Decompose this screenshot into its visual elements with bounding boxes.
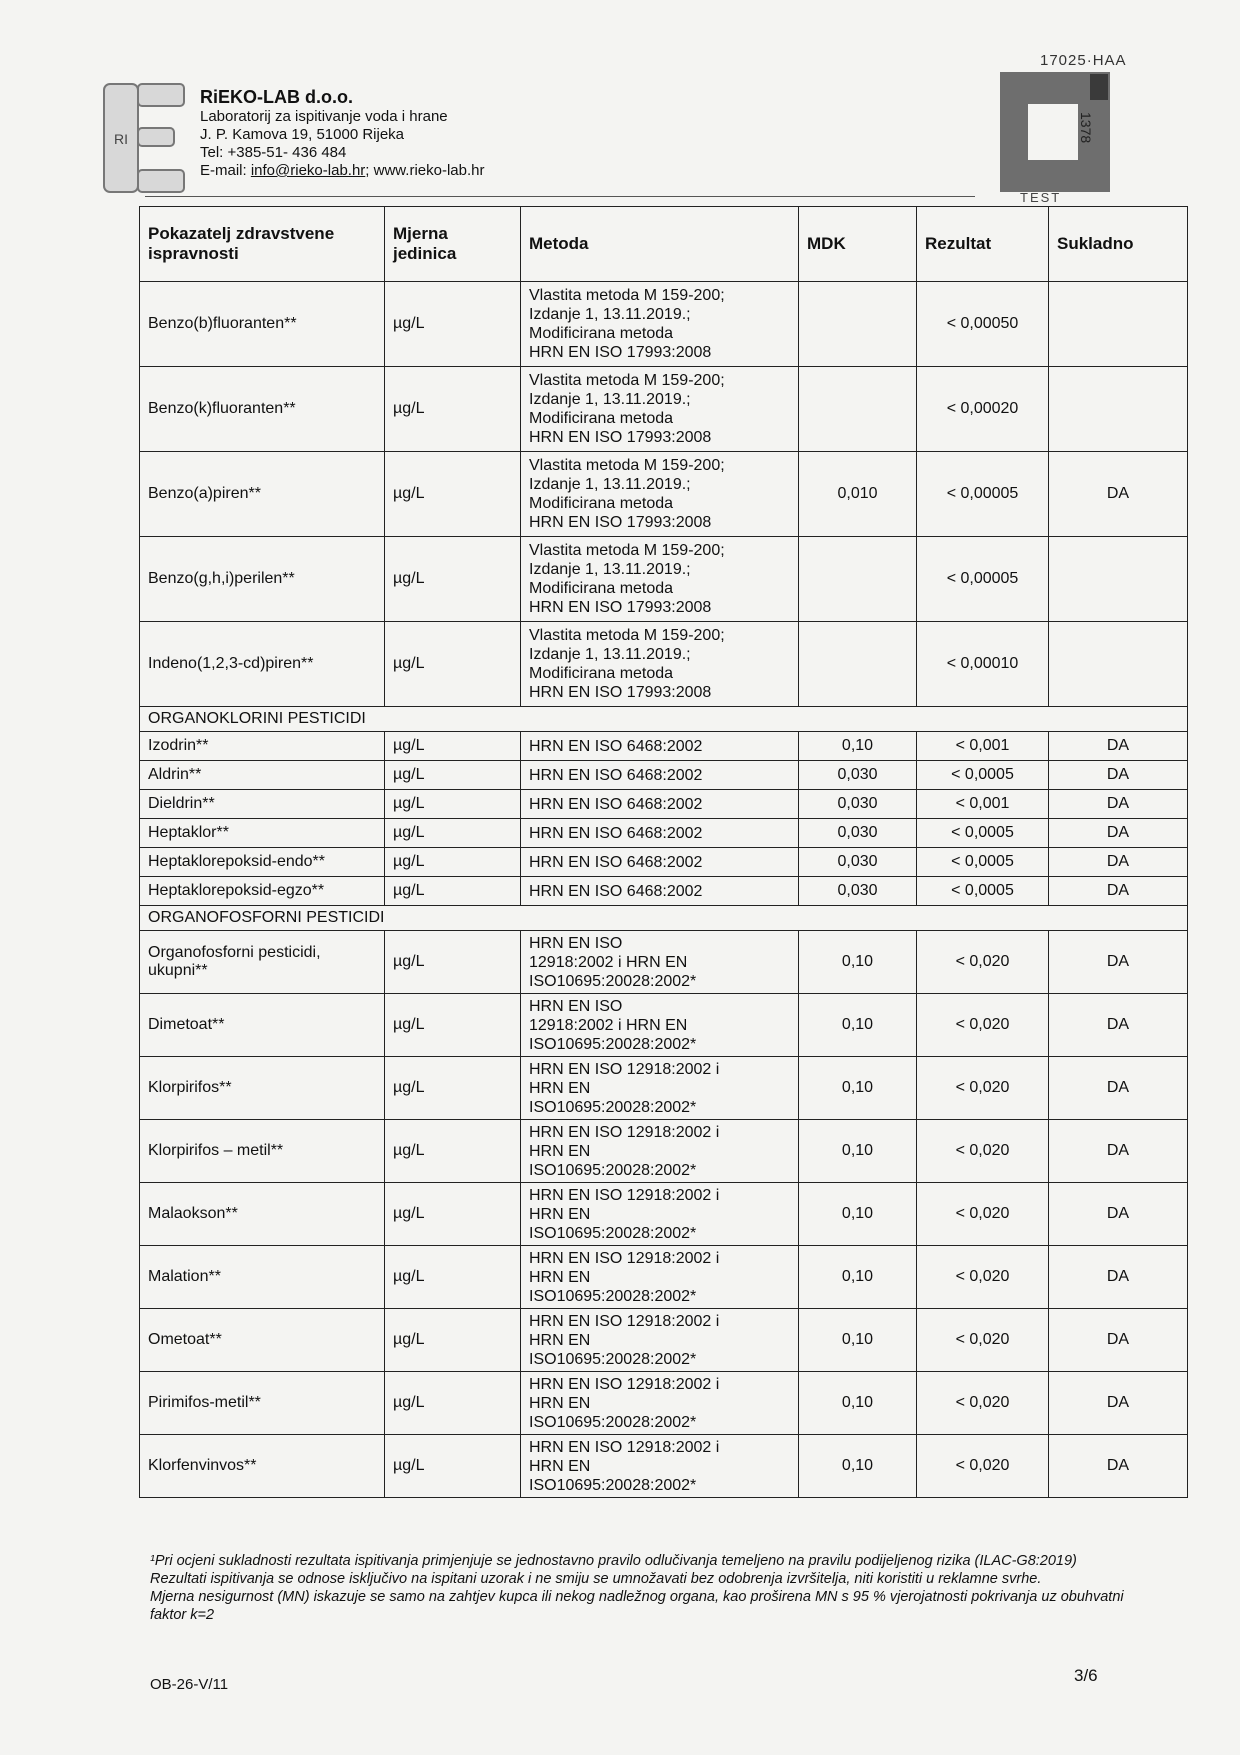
result-cell: < 0,001 xyxy=(917,790,1049,819)
result-cell: < 0,0005 xyxy=(917,761,1049,790)
result-cell: < 0,0005 xyxy=(917,848,1049,877)
method-line: HRN EN ISO 17993:2008 xyxy=(529,514,712,531)
result-cell: < 0,020 xyxy=(917,994,1049,1057)
method-line: HRN EN ISO 17993:2008 xyxy=(529,429,712,446)
compliant-cell: DA xyxy=(1049,1183,1188,1246)
method-line: HRN EN xyxy=(529,1394,591,1412)
method-line: Vlastita metoda M 159-200; xyxy=(529,457,725,474)
table-row xyxy=(140,1309,1188,1372)
mdk-cell: 0,030 xyxy=(799,819,917,848)
method-line: Izdanje 1, 13.11.2019.; xyxy=(529,561,691,578)
method-line: ISO10695:20028:2002* xyxy=(529,972,697,990)
method-line: ISO10695:20028:2002* xyxy=(529,1287,697,1305)
mdk-cell: 0,10 xyxy=(799,1246,917,1309)
method-cell xyxy=(521,1120,799,1183)
col-header-indicator: Pokazatelj zdravstvene ispravnosti xyxy=(140,207,385,282)
method-cell xyxy=(521,367,799,452)
mdk-cell xyxy=(799,367,917,452)
method-line: HRN EN xyxy=(529,1268,591,1286)
method-line: HRN EN ISO xyxy=(529,934,623,952)
method-cell xyxy=(521,1372,799,1435)
unit-cell: µg/L xyxy=(385,1057,521,1120)
method-line: HRN EN ISO 12918:2002 i xyxy=(529,1375,720,1393)
indicator-cell: Indeno(1,2,3-cd)piren** xyxy=(140,622,385,707)
method-cell: HRN EN ISO 6468:2002 xyxy=(521,732,799,761)
method-line: HRN EN xyxy=(529,1205,591,1223)
result-cell: < 0,00005 xyxy=(917,537,1049,622)
unit-cell: µg/L xyxy=(385,1246,521,1309)
mdk-cell xyxy=(799,537,917,622)
method-line: Vlastita metoda M 159-200; xyxy=(529,542,725,559)
method-line: 12918:2002 i HRN EN xyxy=(529,1016,688,1034)
method-cell xyxy=(521,452,799,537)
mdk-cell: 0,030 xyxy=(799,848,917,877)
company-logo xyxy=(100,78,188,198)
indicator-cell: Benzo(g,h,i)perilen** xyxy=(140,537,385,622)
result-cell: < 0,020 xyxy=(917,1057,1049,1120)
header-divider xyxy=(145,196,975,197)
section-row-organophosphorus xyxy=(140,906,1188,931)
col-header-compliant: Sukladno xyxy=(1049,207,1188,282)
unit-cell: µg/L xyxy=(385,732,521,761)
unit-cell: µg/L xyxy=(385,790,521,819)
compliant-cell: DA xyxy=(1049,1309,1188,1372)
accreditation-test-label: TEST xyxy=(1020,190,1062,205)
form-code: OB-26-V/11 xyxy=(150,1676,229,1693)
compliant-cell xyxy=(1049,367,1188,452)
table-row xyxy=(140,931,1188,994)
results-table xyxy=(139,206,1188,1498)
method-line: HRN EN ISO 12918:2002 i xyxy=(529,1060,720,1078)
compliant-cell xyxy=(1049,537,1188,622)
indicator-cell: Dieldrin** xyxy=(140,790,385,819)
method-cell xyxy=(521,1057,799,1120)
method-line: ISO10695:20028:2002* xyxy=(529,1161,697,1179)
compliant-cell: DA xyxy=(1049,1435,1188,1498)
indicator-cell: Ometoat** xyxy=(140,1309,385,1372)
indicator-cell: Aldrin** xyxy=(140,761,385,790)
mdk-cell: 0,10 xyxy=(799,1435,917,1498)
company-desc: Laboratorij za ispitivanje voda i hrane xyxy=(200,108,448,125)
page-number: 3/6 xyxy=(1074,1666,1098,1685)
company-info xyxy=(200,86,485,180)
method-cell xyxy=(521,1183,799,1246)
mdk-cell: 0,030 xyxy=(799,877,917,906)
method-cell xyxy=(521,622,799,707)
unit-cell: µg/L xyxy=(385,1183,521,1246)
table-row xyxy=(140,622,1188,707)
unit-cell: µg/L xyxy=(385,1435,521,1498)
method-cell: HRN EN ISO 6468:2002 xyxy=(521,877,799,906)
indicator-cell: Dimetoat** xyxy=(140,994,385,1057)
section-title: ORGANOFOSFORNI PESTICIDI xyxy=(140,906,1188,931)
email-link[interactable]: info@rieko-lab.hr xyxy=(250,162,366,179)
indicator-cell: Heptaklor** xyxy=(140,819,385,848)
compliant-cell: DA xyxy=(1049,877,1188,906)
unit-cell: µg/L xyxy=(385,994,521,1057)
method-line: ISO10695:20028:2002* xyxy=(529,1413,697,1431)
company-name: RiEKO-LAB d.o.o. xyxy=(200,87,353,107)
method-cell xyxy=(521,282,799,367)
compliant-cell: DA xyxy=(1049,931,1188,994)
mdk-cell: 0,10 xyxy=(799,1120,917,1183)
indicator-cell: Klorfenvinvos** xyxy=(140,1435,385,1498)
unit-cell: µg/L xyxy=(385,1309,521,1372)
table-row xyxy=(140,819,1188,848)
table-row xyxy=(140,761,1188,790)
indicator-cell: Pirimifos-metil** xyxy=(140,1372,385,1435)
result-cell: < 0,001 xyxy=(917,732,1049,761)
method-cell: HRN EN ISO 6468:2002 xyxy=(521,848,799,877)
compliant-cell: DA xyxy=(1049,1372,1188,1435)
result-cell: < 0,0005 xyxy=(917,819,1049,848)
method-line: Modificirana metoda xyxy=(529,325,674,342)
table-row xyxy=(140,1246,1188,1309)
mdk-cell xyxy=(799,282,917,367)
unit-cell: µg/L xyxy=(385,761,521,790)
unit-cell: µg/L xyxy=(385,537,521,622)
unit-cell: µg/L xyxy=(385,931,521,994)
method-line: ISO10695:20028:2002* xyxy=(529,1098,697,1116)
method-line: Vlastita metoda M 159-200; xyxy=(529,287,725,304)
mdk-cell: 0,030 xyxy=(799,761,917,790)
result-cell: < 0,00010 xyxy=(917,622,1049,707)
method-line: ISO10695:20028:2002* xyxy=(529,1476,697,1494)
mdk-cell: 0,10 xyxy=(799,1057,917,1120)
method-line: Modificirana metoda xyxy=(529,495,674,512)
footnote-decision-rule: ¹Pri ocjeni sukladnosti rezultata ispitivanja primjenjuje se jednostavno pravilo odlučivanja temeljeno na pravilu podijeljenog rizika (ILAC-G8:2019) xyxy=(150,1553,1077,1569)
unit-cell: µg/L xyxy=(385,452,521,537)
method-cell xyxy=(521,994,799,1057)
method-cell: HRN EN ISO 6468:2002 xyxy=(521,761,799,790)
mdk-cell: 0,030 xyxy=(799,790,917,819)
company-contact xyxy=(200,162,485,180)
method-cell xyxy=(521,537,799,622)
method-line: Modificirana metoda xyxy=(529,410,674,427)
compliant-cell xyxy=(1049,622,1188,707)
indicator-cell: Benzo(k)fluoranten** xyxy=(140,367,385,452)
result-cell: < 0,020 xyxy=(917,931,1049,994)
compliant-cell: DA xyxy=(1049,761,1188,790)
indicator-cell: Organofosforni pesticidi, ukupni** xyxy=(140,931,385,994)
result-cell: < 0,020 xyxy=(917,1246,1049,1309)
method-cell xyxy=(521,1309,799,1372)
method-line: HRN EN ISO 12918:2002 i xyxy=(529,1186,720,1204)
method-line: HRN EN ISO 12918:2002 i xyxy=(529,1123,720,1141)
method-line: Modificirana metoda xyxy=(529,580,674,597)
indicator-cell: Malation** xyxy=(140,1246,385,1309)
unit-cell: µg/L xyxy=(385,622,521,707)
col-header-result: Rezultat xyxy=(917,207,1049,282)
mdk-cell: 0,10 xyxy=(799,732,917,761)
method-line: Izdanje 1, 13.11.2019.; xyxy=(529,476,691,493)
company-phone: Tel: +385-51- 436 484 xyxy=(200,144,347,161)
footnote-uncertainty: Mjerna nesigurnost (MN) iskazuje se samo na zahtjev kupca ili nekog nadležnog organa, kao proširena MN s 95 % vjerojatnosti pokrivanja uz obuhvatni faktor k=2 xyxy=(150,1589,1124,1623)
method-cell xyxy=(521,1435,799,1498)
col-header-method: Metoda xyxy=(521,207,799,282)
method-line: Modificirana metoda xyxy=(529,665,674,682)
table-row xyxy=(140,877,1188,906)
method-line: HRN EN ISO 12918:2002 i xyxy=(529,1438,720,1456)
indicator-cell: Heptaklorepoksid-endo** xyxy=(140,848,385,877)
result-cell: < 0,0005 xyxy=(917,877,1049,906)
accreditation-code: 17025·HAA xyxy=(1040,52,1127,69)
result-cell: < 0,020 xyxy=(917,1183,1049,1246)
mdk-cell xyxy=(799,622,917,707)
compliant-cell: DA xyxy=(1049,994,1188,1057)
unit-cell: µg/L xyxy=(385,367,521,452)
table-row xyxy=(140,790,1188,819)
result-cell: < 0,020 xyxy=(917,1309,1049,1372)
mdk-cell: 0,10 xyxy=(799,1309,917,1372)
result-cell: < 0,020 xyxy=(917,1120,1049,1183)
method-line: Izdanje 1, 13.11.2019.; xyxy=(529,646,691,663)
method-line: HRN EN xyxy=(529,1457,591,1475)
table-row xyxy=(140,537,1188,622)
email-label: E-mail: xyxy=(200,162,251,179)
method-line: Izdanje 1, 13.11.2019.; xyxy=(529,391,691,408)
compliant-cell: DA xyxy=(1049,848,1188,877)
compliant-cell: DA xyxy=(1049,452,1188,537)
result-cell: < 0,00020 xyxy=(917,367,1049,452)
table-row xyxy=(140,848,1188,877)
result-cell: < 0,00005 xyxy=(917,452,1049,537)
logo-text: RI xyxy=(114,131,128,147)
method-cell xyxy=(521,931,799,994)
compliant-cell xyxy=(1049,282,1188,367)
method-line: HRN EN ISO xyxy=(529,997,623,1015)
method-line: ISO10695:20028:2002* xyxy=(529,1035,697,1053)
accreditation-number: 1378 xyxy=(1078,112,1094,144)
indicator-cell: Benzo(a)piren** xyxy=(140,452,385,537)
indicator-cell: Izodrin** xyxy=(140,732,385,761)
method-cell: HRN EN ISO 6468:2002 xyxy=(521,790,799,819)
compliant-cell: DA xyxy=(1049,819,1188,848)
method-line: HRN EN ISO 17993:2008 xyxy=(529,344,712,361)
method-cell: HRN EN ISO 6468:2002 xyxy=(521,819,799,848)
indicator-cell: Malaokson** xyxy=(140,1183,385,1246)
web-address: ; www.rieko-lab.hr xyxy=(365,162,485,179)
compliant-cell: DA xyxy=(1049,1120,1188,1183)
method-line: ISO10695:20028:2002* xyxy=(529,1224,697,1242)
indicator-cell: Benzo(b)fluoranten** xyxy=(140,282,385,367)
mdk-cell: 0,10 xyxy=(799,931,917,994)
table-row xyxy=(140,1435,1188,1498)
section-title: ORGANOKLORINI PESTICIDI xyxy=(140,707,1188,732)
table-header-row xyxy=(140,207,1188,282)
method-line: HRN EN xyxy=(529,1079,591,1097)
result-cell: < 0,020 xyxy=(917,1435,1049,1498)
unit-cell: µg/L xyxy=(385,819,521,848)
mdk-cell: 0,10 xyxy=(799,1183,917,1246)
result-cell: < 0,00050 xyxy=(917,282,1049,367)
company-address: J. P. Kamova 19, 51000 Rijeka xyxy=(200,126,405,143)
compliant-cell: DA xyxy=(1049,732,1188,761)
table-row xyxy=(140,367,1188,452)
unit-cell: µg/L xyxy=(385,848,521,877)
method-line: HRN EN xyxy=(529,1142,591,1160)
footnote-results-scope: Rezultati ispitivanja se odnose isključivo na ispitani uzorak i ne smiju se umnožavati bez odobrenja izvršitelja, niti koristiti u reklamne svrhe. xyxy=(150,1571,1042,1587)
unit-cell: µg/L xyxy=(385,1120,521,1183)
indicator-cell: Heptaklorepoksid-egzo** xyxy=(140,877,385,906)
method-line: Vlastita metoda M 159-200; xyxy=(529,627,725,644)
method-line: HRN EN ISO 12918:2002 i xyxy=(529,1312,720,1330)
result-cell: < 0,020 xyxy=(917,1372,1049,1435)
indicator-cell: Klorpirifos – metil** xyxy=(140,1120,385,1183)
method-line: Vlastita metoda M 159-200; xyxy=(529,372,725,389)
method-line: ISO10695:20028:2002* xyxy=(529,1350,697,1368)
method-cell xyxy=(521,1246,799,1309)
method-line: Izdanje 1, 13.11.2019.; xyxy=(529,306,691,323)
table-row xyxy=(140,282,1188,367)
col-header-unit: Mjerna jedinica xyxy=(385,207,521,282)
section-row-organochlorine xyxy=(140,707,1188,732)
table-row xyxy=(140,994,1188,1057)
method-line: HRN EN ISO 17993:2008 xyxy=(529,684,712,701)
table-row xyxy=(140,452,1188,537)
table-row xyxy=(140,1183,1188,1246)
method-line: 12918:2002 i HRN EN xyxy=(529,953,688,971)
mdk-cell: 0,10 xyxy=(799,1372,917,1435)
mdk-cell: 0,010 xyxy=(799,452,917,537)
unit-cell: µg/L xyxy=(385,282,521,367)
indicator-cell: Klorpirifos** xyxy=(140,1057,385,1120)
compliant-cell: DA xyxy=(1049,1246,1188,1309)
method-line: HRN EN ISO 17993:2008 xyxy=(529,599,712,616)
method-line: HRN EN xyxy=(529,1331,591,1349)
col-header-mdk: MDK xyxy=(799,207,917,282)
method-line: HRN EN ISO 12918:2002 i xyxy=(529,1249,720,1267)
footnotes xyxy=(150,1552,1150,1624)
table-row xyxy=(140,1120,1188,1183)
unit-cell: µg/L xyxy=(385,877,521,906)
table-row xyxy=(140,732,1188,761)
mdk-cell: 0,10 xyxy=(799,994,917,1057)
table-row xyxy=(140,1057,1188,1120)
table-row xyxy=(140,1372,1188,1435)
unit-cell: µg/L xyxy=(385,1372,521,1435)
compliant-cell: DA xyxy=(1049,790,1188,819)
compliant-cell: DA xyxy=(1049,1057,1188,1120)
